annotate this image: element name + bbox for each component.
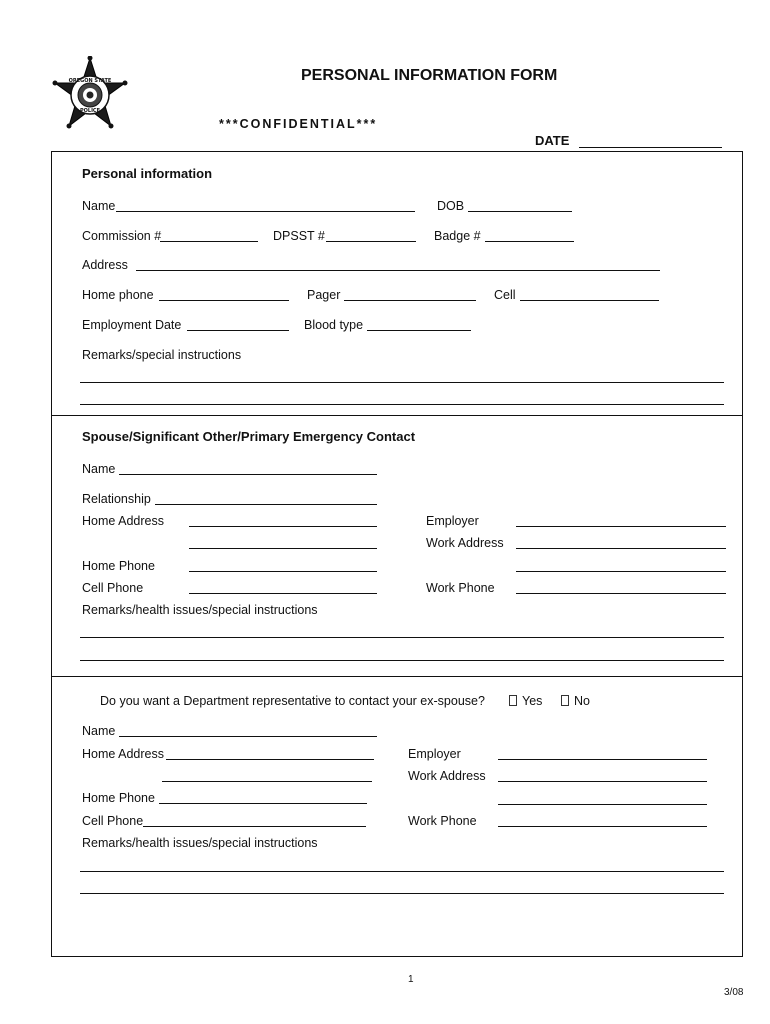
address-label: Address — [82, 258, 128, 272]
pager-field[interactable] — [344, 300, 476, 301]
ex-cell-phone-field[interactable] — [143, 826, 366, 827]
spouse-work-phone-label: Work Phone — [426, 581, 495, 595]
no-label: No — [574, 694, 590, 708]
spouse-home-address-field-1[interactable] — [189, 526, 377, 527]
ex-spouse-question: Do you want a Department representative to contact your ex-spouse? — [100, 694, 485, 708]
form-title: PERSONAL INFORMATION FORM — [301, 67, 558, 84]
remarks-label: Remarks/special instructions — [82, 348, 242, 362]
dpsst-label: DPSST # — [273, 229, 325, 243]
section-divider-1 — [51, 415, 742, 416]
commission-field[interactable] — [160, 241, 258, 242]
ex-name-label: Name — [82, 724, 116, 738]
ex-work-address-field-2[interactable] — [498, 804, 707, 805]
badge-label: Badge # — [434, 229, 481, 243]
spouse-home-phone-label: Home Phone — [82, 559, 155, 573]
relationship-field[interactable] — [155, 504, 377, 505]
yes-label: Yes — [522, 694, 543, 708]
remarks-field-line-2[interactable] — [80, 404, 724, 405]
commission-label: Commission # — [82, 229, 162, 243]
yes-checkbox[interactable] — [509, 695, 517, 706]
ex-employer-field[interactable] — [498, 759, 707, 760]
date-label: DATE — [535, 133, 570, 148]
spouse-home-address-field-2[interactable] — [189, 548, 377, 549]
dob-label: DOB — [437, 199, 465, 213]
spouse-remarks-field-1[interactable] — [80, 637, 724, 638]
dob-field[interactable] — [468, 211, 572, 212]
spouse-home-address-label: Home Address — [82, 514, 164, 528]
spouse-remarks-field-2[interactable] — [80, 660, 724, 661]
spouse-name-field[interactable] — [119, 474, 377, 475]
revision-date: 3/08 — [724, 987, 744, 998]
ex-remarks-field-2[interactable] — [80, 893, 724, 894]
spouse-cell-phone-field[interactable] — [189, 593, 377, 594]
ex-cell-phone-label: Cell Phone — [82, 814, 144, 828]
no-option[interactable] — [561, 694, 590, 708]
ex-work-phone-field[interactable] — [498, 826, 707, 827]
ex-home-address-label: Home Address — [82, 747, 164, 761]
spouse-remarks-label: Remarks/health issues/special instructions — [82, 603, 318, 617]
svg-text:OREGON STATE: OREGON STATE — [68, 78, 112, 84]
cell-label: Cell — [494, 288, 516, 302]
spouse-home-phone-field[interactable] — [189, 571, 377, 572]
remarks-field-line-1[interactable] — [80, 382, 724, 383]
ex-home-address-field-2[interactable] — [162, 781, 372, 782]
star-badge-icon — [52, 56, 128, 132]
police-badge-logo — [52, 56, 128, 132]
ex-home-phone-label: Home Phone — [82, 791, 155, 805]
cell-field[interactable] — [520, 300, 659, 301]
ex-work-address-field-1[interactable] — [498, 781, 707, 782]
svg-text:POLICE: POLICE — [79, 108, 101, 114]
spouse-work-address-field-1[interactable] — [516, 548, 726, 549]
ex-work-address-label: Work Address — [408, 769, 486, 783]
personal-section-heading: Personal information — [82, 166, 213, 181]
employment-date-label: Employment Date — [82, 318, 182, 332]
yes-option[interactable] — [509, 694, 542, 708]
dpsst-field[interactable] — [326, 241, 416, 242]
blood-type-field[interactable] — [367, 330, 471, 331]
spouse-employer-label: Employer — [426, 514, 479, 528]
ex-name-field[interactable] — [119, 736, 377, 737]
section-divider-2 — [51, 676, 742, 677]
relationship-label: Relationship — [82, 492, 151, 506]
spouse-work-address-label: Work Address — [426, 536, 504, 550]
ex-home-phone-field[interactable] — [159, 803, 367, 804]
badge-field[interactable] — [485, 241, 574, 242]
spouse-section-heading: Spouse/Significant Other/Primary Emergency Contact — [82, 429, 416, 444]
home-phone-label: Home phone — [82, 288, 154, 302]
page-number: 1 — [408, 974, 414, 985]
name-field[interactable] — [116, 211, 415, 212]
date-field[interactable] — [579, 147, 722, 148]
blood-type-label: Blood type — [304, 318, 364, 332]
spouse-work-address-field-2[interactable] — [516, 571, 726, 572]
spouse-name-label: Name — [82, 462, 116, 476]
spouse-work-phone-field[interactable] — [516, 593, 726, 594]
no-checkbox[interactable] — [561, 695, 569, 706]
ex-employer-label: Employer — [408, 747, 461, 761]
employment-date-field[interactable] — [187, 330, 289, 331]
pager-label: Pager — [307, 288, 341, 302]
ex-remarks-field-1[interactable] — [80, 871, 724, 872]
address-field[interactable] — [136, 270, 660, 271]
spouse-cell-phone-label: Cell Phone — [82, 581, 144, 595]
confidential-label: ***CONFIDENTIAL*** — [219, 117, 378, 131]
ex-home-address-field-1[interactable] — [166, 759, 374, 760]
ex-work-phone-label: Work Phone — [408, 814, 477, 828]
home-phone-field[interactable] — [159, 300, 289, 301]
name-label: Name — [82, 199, 116, 213]
spouse-employer-field[interactable] — [516, 526, 726, 527]
ex-remarks-label: Remarks/health issues/special instructions — [82, 836, 318, 850]
